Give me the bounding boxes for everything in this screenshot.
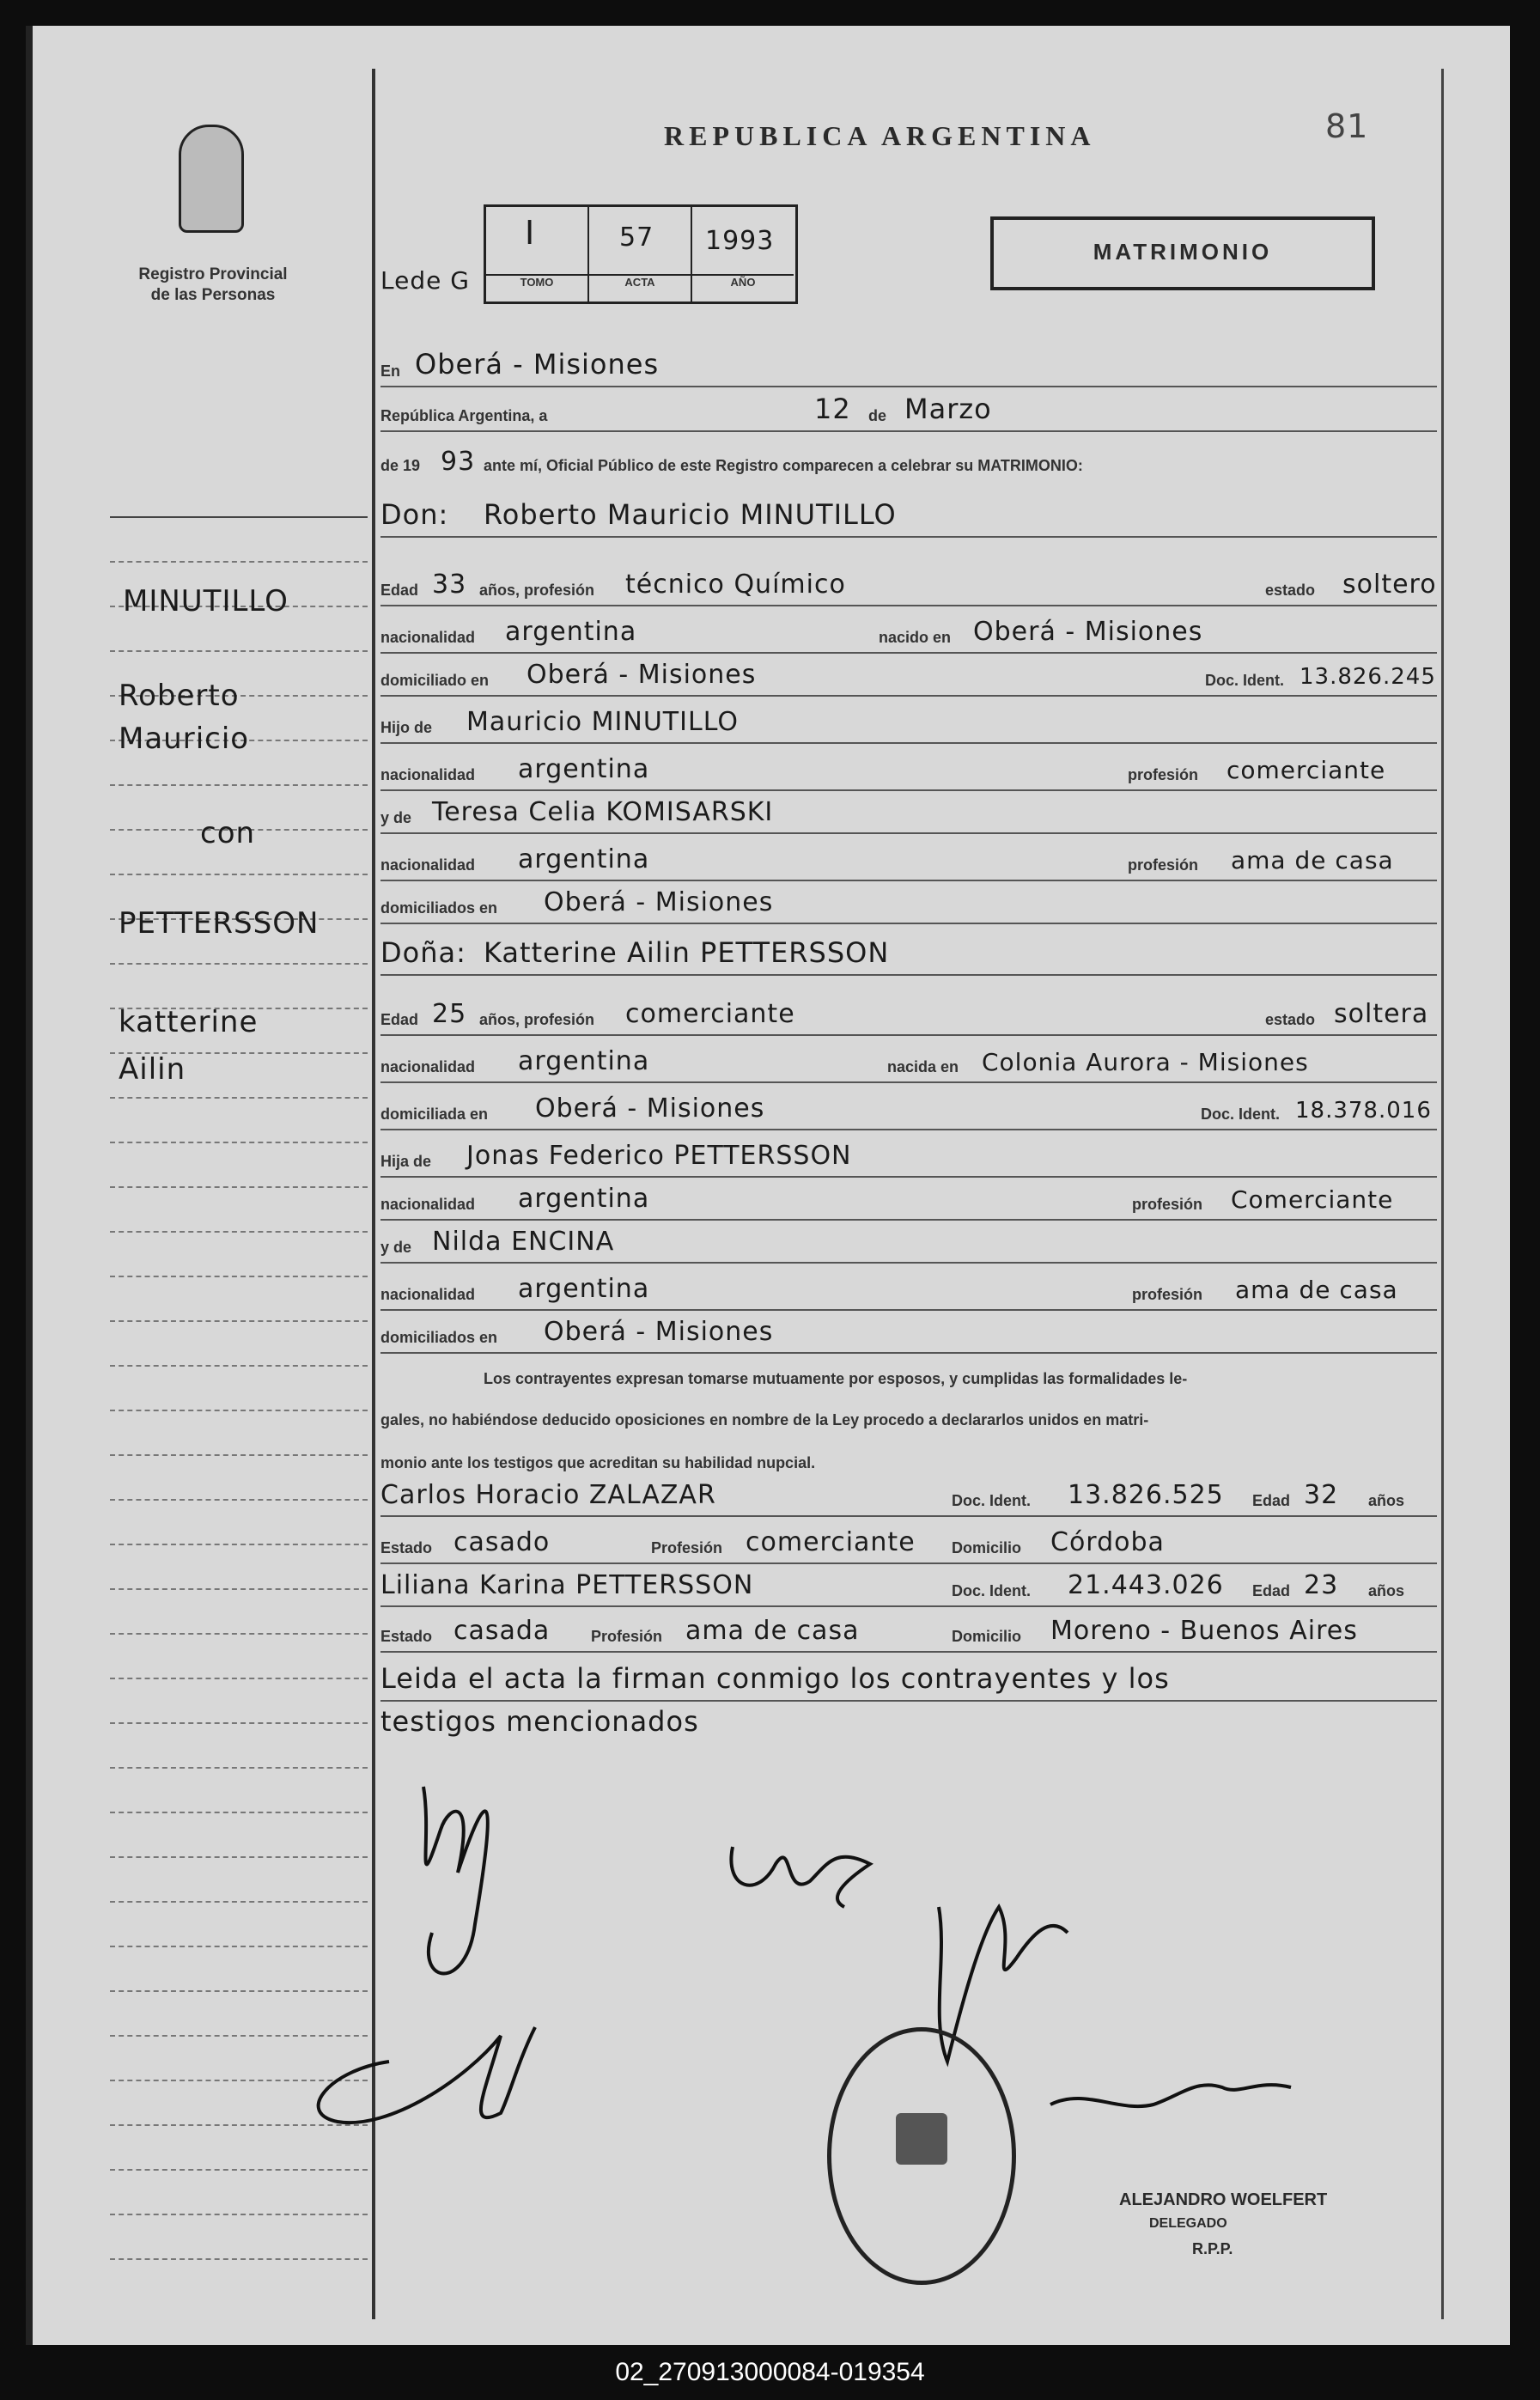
groom-signature bbox=[423, 1787, 488, 1974]
row-bride-age bbox=[380, 996, 1437, 1036]
doc-label: Doc. Ident. bbox=[1201, 1106, 1281, 1123]
coat-of-arms-icon bbox=[179, 125, 244, 233]
domicilio-cap: Domicilio bbox=[952, 1539, 1022, 1556]
prof-label: profesión bbox=[1128, 856, 1199, 874]
prof-label: profesión bbox=[1132, 1196, 1203, 1213]
groom-parents-address: Oberá - Misiones bbox=[544, 887, 774, 917]
margin-rule bbox=[110, 1498, 368, 1501]
margin-rule bbox=[110, 515, 368, 518]
row-year bbox=[380, 447, 1437, 481]
profesion-cap: Profesión bbox=[651, 1539, 723, 1556]
groom-mother-prof: ama de casa bbox=[1231, 846, 1394, 874]
en-label: En bbox=[380, 362, 401, 380]
margin-rule bbox=[110, 1677, 368, 1679]
nacida-label: nacida en bbox=[887, 1058, 959, 1075]
closing-2: testigos mencionados bbox=[380, 1705, 699, 1738]
profesion-cap: Profesión bbox=[591, 1628, 663, 1645]
main-section bbox=[380, 26, 1437, 2345]
margin-rule bbox=[110, 1587, 368, 1590]
margin-rule bbox=[110, 1409, 368, 1411]
groom-father-prof: comerciante bbox=[1227, 756, 1386, 784]
registry-name bbox=[76, 265, 350, 306]
bride-name: Katterine Ailin PETTERSSON bbox=[484, 936, 890, 969]
right-rule bbox=[1441, 69, 1444, 2319]
margin-rule bbox=[110, 1185, 368, 1188]
margin-con: con bbox=[200, 816, 256, 850]
row-witness2 bbox=[380, 1568, 1437, 1607]
edad-label: Edad bbox=[380, 582, 419, 599]
bride-birthplace: Colonia Aurora - Misiones bbox=[982, 1048, 1309, 1076]
tomo-label: TOMO bbox=[486, 274, 587, 289]
witness1-signature bbox=[319, 2027, 535, 2123]
month: Marzo bbox=[904, 393, 992, 425]
margin-rule bbox=[110, 962, 368, 965]
domiciliada-label: domiciliada en bbox=[380, 1106, 489, 1123]
sede-label: Lede G bbox=[380, 266, 470, 295]
hijo-label: Hijo de bbox=[380, 719, 433, 736]
margin-rule bbox=[110, 873, 368, 875]
hija-label: Hija de bbox=[380, 1153, 432, 1170]
nac-label: nacionalidad bbox=[380, 1058, 476, 1075]
witness2-address: Moreno - Buenos Aires bbox=[1050, 1616, 1358, 1646]
row-bride bbox=[380, 936, 1437, 976]
registry-name-line1: Registro Provincial bbox=[138, 265, 288, 283]
groom-age: 33 bbox=[432, 570, 467, 600]
witness2-name: Liliana Karina PETTERSSON bbox=[380, 1570, 754, 1600]
signatures bbox=[192, 1735, 1394, 2216]
domiciliados-label: domiciliados en bbox=[380, 899, 498, 917]
bride-parents-address: Oberá - Misiones bbox=[544, 1317, 774, 1347]
row-groom-age bbox=[380, 567, 1437, 606]
row-groom-parents-address bbox=[380, 885, 1437, 924]
margin-given2-b: Ailin bbox=[119, 1052, 186, 1087]
official-signature bbox=[1050, 2085, 1291, 2106]
acta-value: 57 bbox=[619, 222, 654, 253]
registry-name-line2: de las Personas bbox=[150, 286, 276, 304]
row-bride-mother-nat bbox=[380, 1271, 1437, 1311]
bride-father-prof: Comerciante bbox=[1231, 1185, 1394, 1214]
witness2-doc: 21.443.026 bbox=[1068, 1570, 1224, 1600]
row-groom-nat bbox=[380, 614, 1437, 654]
row-groom bbox=[380, 498, 1437, 538]
margin-rule bbox=[110, 1141, 368, 1143]
row-groom-father bbox=[380, 704, 1437, 744]
prof-label: profesión bbox=[1128, 766, 1199, 783]
bride-age: 25 bbox=[432, 999, 467, 1029]
margin-rule bbox=[110, 560, 368, 563]
seal-center-icon bbox=[896, 2113, 947, 2165]
groom-nationality: argentina bbox=[505, 617, 637, 647]
groom-father-nat: argentina bbox=[518, 754, 650, 784]
margin-rule bbox=[110, 1453, 368, 1456]
nac-label: nacionalidad bbox=[380, 856, 476, 874]
page-number: 81 bbox=[1325, 107, 1369, 145]
yde-label: y de bbox=[380, 809, 412, 826]
margin-rule bbox=[110, 2257, 368, 2260]
year-suffix: 93 bbox=[441, 447, 476, 477]
nac-label: nacionalidad bbox=[380, 1196, 476, 1213]
row-groom-mother bbox=[380, 795, 1437, 834]
witness2-status: casada bbox=[453, 1616, 551, 1646]
row-groom-father-nat bbox=[380, 752, 1437, 791]
nac-label: nacionalidad bbox=[380, 766, 476, 783]
doc-label: Doc. Ident. bbox=[952, 1582, 1032, 1599]
margin-rule bbox=[110, 1721, 368, 1724]
bride-status: soltera bbox=[1334, 999, 1429, 1029]
don-prefix: Don: bbox=[380, 498, 449, 531]
anio-label: AÑO bbox=[692, 274, 794, 289]
domic-label: domiciliado en bbox=[380, 672, 490, 689]
anios-label: años bbox=[1368, 1492, 1405, 1509]
year-prefix: de 19 bbox=[380, 457, 421, 474]
witness1-doc: 13.826.525 bbox=[1068, 1480, 1224, 1510]
anio-value: 1993 bbox=[705, 226, 775, 256]
row-date bbox=[380, 393, 1437, 432]
domicilio-cap: Domicilio bbox=[952, 1628, 1022, 1645]
bride-mother-prof: ama de casa bbox=[1235, 1276, 1398, 1304]
bride-doc: 18.378.016 bbox=[1295, 1098, 1432, 1124]
row-bride-father-nat bbox=[380, 1181, 1437, 1221]
margin-given1-b: Mauricio bbox=[119, 722, 250, 756]
official-abbr: R.P.P. bbox=[1192, 2240, 1233, 2257]
groom-father: Mauricio MINUTILLO bbox=[466, 707, 739, 737]
country-title: REPUBLICA ARGENTINA bbox=[664, 120, 1096, 151]
groom-mother-nat: argentina bbox=[518, 844, 650, 874]
margin-rule bbox=[110, 1632, 368, 1635]
margin-rule bbox=[110, 649, 368, 652]
row-place bbox=[380, 348, 1437, 387]
row-witness2-details bbox=[380, 1613, 1437, 1653]
margin-surname1: MINUTILLO bbox=[123, 584, 289, 618]
bride-address: Oberá - Misiones bbox=[535, 1093, 765, 1124]
row-bride-address bbox=[380, 1091, 1437, 1130]
row-witness1 bbox=[380, 1477, 1437, 1517]
groom-name: Roberto Mauricio MINUTILLO bbox=[484, 498, 897, 531]
nac-label: nacionalidad bbox=[380, 629, 476, 646]
bride-father: Jonas Federico PETTERSSON bbox=[466, 1141, 852, 1171]
register-page bbox=[26, 26, 1510, 2345]
bride-mother: Nilda ENCINA bbox=[432, 1227, 615, 1257]
acta-label: ACTA bbox=[589, 274, 691, 289]
anios-prof-label: años, profesión bbox=[479, 1011, 595, 1028]
de-label: de bbox=[868, 407, 887, 424]
day: 12 bbox=[814, 393, 851, 425]
nacido-label: nacido en bbox=[879, 629, 952, 646]
prof-label: profesión bbox=[1132, 1286, 1203, 1303]
tomo-value: I bbox=[525, 214, 536, 252]
witness2-age: 23 bbox=[1304, 1570, 1339, 1600]
image-code: 02_270913000084-019354 bbox=[615, 2358, 925, 2386]
groom-doc: 13.826.245 bbox=[1300, 664, 1436, 690]
legal-text-3: monio ante los testigos que acreditan su habilidad nupcial. bbox=[380, 1454, 816, 1471]
margin-given2-a: katterine bbox=[119, 1005, 259, 1039]
edad-label: Edad bbox=[1252, 1582, 1291, 1599]
rep-label: República Argentina, a bbox=[380, 407, 548, 424]
row-closing-1 bbox=[380, 1662, 1437, 1702]
edad-label: Edad bbox=[380, 1011, 419, 1028]
groom-mother: Teresa Celia KOMISARSKI bbox=[432, 797, 774, 827]
anios-prof-label: años, profesión bbox=[479, 582, 595, 599]
closing-1: Leida el acta la firman conmigo los contrayentes y los bbox=[380, 1662, 1170, 1695]
record-id-box bbox=[484, 204, 798, 304]
intro-text: ante mí, Oficial Público de este Registro comparecen a celebrar su MATRIMONIO: bbox=[484, 457, 1083, 474]
estado-cap: Estado bbox=[380, 1539, 433, 1556]
estado-cap: Estado bbox=[380, 1628, 433, 1645]
groom-address: Oberá - Misiones bbox=[527, 660, 757, 690]
record-type-box bbox=[990, 216, 1375, 290]
margin-given1-a: Roberto bbox=[119, 679, 240, 713]
bride-nationality: argentina bbox=[518, 1046, 650, 1076]
row-bride-nat bbox=[380, 1044, 1437, 1083]
estado-label: estado bbox=[1265, 582, 1316, 599]
row-bride-parents-address bbox=[380, 1314, 1437, 1354]
nac-label: nacionalidad bbox=[380, 1286, 476, 1303]
place: Oberá - Misiones bbox=[415, 348, 660, 381]
estado-label: estado bbox=[1265, 1011, 1316, 1028]
witness1-prof: comerciante bbox=[746, 1527, 916, 1557]
row-bride-father bbox=[380, 1138, 1437, 1178]
official-name: ALEJANDRO WOELFERT bbox=[1119, 2190, 1328, 2209]
margin-rule bbox=[110, 1096, 368, 1099]
margin-rule bbox=[110, 783, 368, 786]
domiciliados-label: domiciliados en bbox=[380, 1329, 498, 1346]
bride-signature bbox=[731, 1847, 870, 1907]
dona-prefix: Doña: bbox=[380, 936, 466, 969]
witness1-status: casado bbox=[453, 1527, 551, 1557]
margin-rule bbox=[110, 1275, 368, 1277]
doc-label: Doc. Ident. bbox=[952, 1492, 1032, 1509]
bride-profession: comerciante bbox=[625, 999, 795, 1029]
groom-birthplace: Oberá - Misiones bbox=[973, 617, 1203, 647]
witness1-age: 32 bbox=[1304, 1480, 1339, 1510]
witness1-address: Córdoba bbox=[1050, 1527, 1165, 1557]
yde-label: y de bbox=[380, 1239, 412, 1256]
row-witness1-details bbox=[380, 1525, 1437, 1564]
row-bride-mother bbox=[380, 1224, 1437, 1264]
bride-mother-nat: argentina bbox=[518, 1274, 650, 1304]
edad-label: Edad bbox=[1252, 1492, 1291, 1509]
margin-rule bbox=[110, 1319, 368, 1322]
bride-father-nat: argentina bbox=[518, 1184, 650, 1214]
official-title: DELEGADO bbox=[1149, 2216, 1227, 2231]
margin-rule bbox=[110, 1543, 368, 1545]
margin-rule bbox=[110, 1364, 368, 1367]
witness1-name: Carlos Horacio ZALAZAR bbox=[380, 1480, 716, 1510]
legal-text-2: gales, no habiéndose deducido oposiciones en nombre de la Ley procedo a declararlos unidos en matri- bbox=[380, 1411, 1149, 1428]
row-groom-address bbox=[380, 657, 1437, 697]
legal-text-1: Los contrayentes expresan tomarse mutuamente por esposos, y cumplidas las formalidades le- bbox=[484, 1370, 1188, 1387]
groom-profession: técnico Químico bbox=[625, 570, 846, 600]
record-type: MATRIMONIO bbox=[1093, 239, 1273, 265]
doc-label: Doc. Ident. bbox=[1205, 672, 1285, 689]
witness2-prof: ama de casa bbox=[685, 1616, 860, 1646]
margin-surname2: PETTERSSON bbox=[119, 906, 320, 941]
groom-status: soltero bbox=[1342, 570, 1437, 600]
anios-label: años bbox=[1368, 1582, 1405, 1599]
margin-rule bbox=[110, 1230, 368, 1233]
row-groom-mother-nat bbox=[380, 842, 1437, 881]
